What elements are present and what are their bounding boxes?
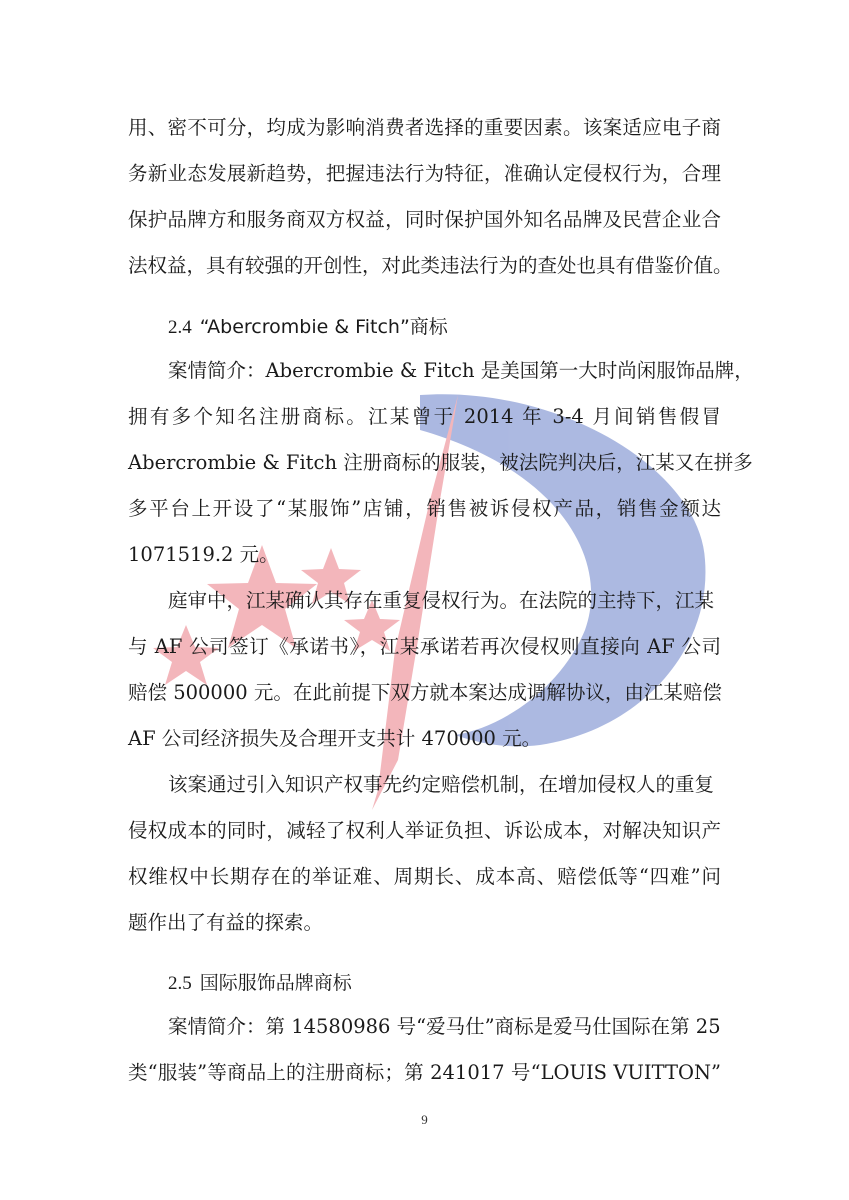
paragraph-line: 多平台上开设了“某服饰”店铺，销售被诉侵权产品，销售金额达: [128, 497, 721, 520]
paragraph-line: 1071519.2 元。: [128, 543, 279, 566]
paragraph-line: 法权益，具有较强的开创性，对此类违法行为的查处也具有借鉴价值。: [128, 254, 733, 277]
paragraph-line: 保护品牌方和服务商双方权益，同时保护国外知名品牌及民营企业合: [128, 208, 721, 231]
paragraph-line: Abercrombie & Fitch 注册商标的服装，被法院判决后，江某又在拼多: [128, 451, 753, 474]
paragraph-line: 用、密不可分，均成为影响消费者选择的重要因素。该案适应电子商: [128, 116, 721, 139]
paragraph-line: 题作出了有益的探索。: [128, 911, 324, 934]
paragraph-line: 案情简介：Abercrombie & Fitch 是美国第一大时尚闲服饰品牌，: [168, 359, 754, 382]
section-number: 2.4: [168, 317, 192, 338]
section-title: “Abercrombie & Fitch”商标: [199, 316, 448, 338]
paragraph-line: 拥有多个知名注册商标。江某曾于 2014 年 3-4 月间销售假冒: [128, 405, 721, 428]
paragraph-line: 该案通过引入知识产权事先约定赔偿机制，在增加侵权人的重复: [168, 773, 715, 796]
paragraph-line: 庭审中，江某确认其存在重复侵权行为。在法院的主持下，江某: [168, 589, 715, 612]
paragraph-line: AF 公司经济损失及合理开支共计 470000 元。: [128, 727, 542, 750]
section-number: 2.5: [168, 973, 192, 994]
paragraph-line: 务新业态发展新趋势，把握违法行为特征，准确认定侵权行为，合理: [128, 162, 721, 185]
section-heading-2-4: [168, 314, 448, 341]
paragraph-line: 赔偿 500000 元。在此前提下双方就本案达成调解协议，由江某赔偿: [128, 681, 722, 704]
paragraph-line: 权维权中长期存在的举证难、周期长、成本高、赔偿低等“四难”问: [128, 865, 721, 888]
section-heading-2-5: [168, 970, 352, 997]
paragraph-line: 与 AF 公司签订《承诺书》，江某承诺若再次侵权则直接向 AF 公司: [128, 635, 721, 658]
section-title: 国际服饰品牌商标: [199, 972, 352, 994]
paragraph-line: 类“服装”等商品上的注册商标；第 241017 号“LOUIS VUITTON”: [128, 1061, 721, 1084]
page-number: 9: [421, 1112, 428, 1127]
paragraph-line: 案情简介：第 14580986 号“爱马仕”商标是爱马仕国际在第 25: [168, 1015, 721, 1038]
paragraph-line: 侵权成本的同时，减轻了权利人举证负担、诉讼成本，对解决知识产: [128, 819, 721, 842]
